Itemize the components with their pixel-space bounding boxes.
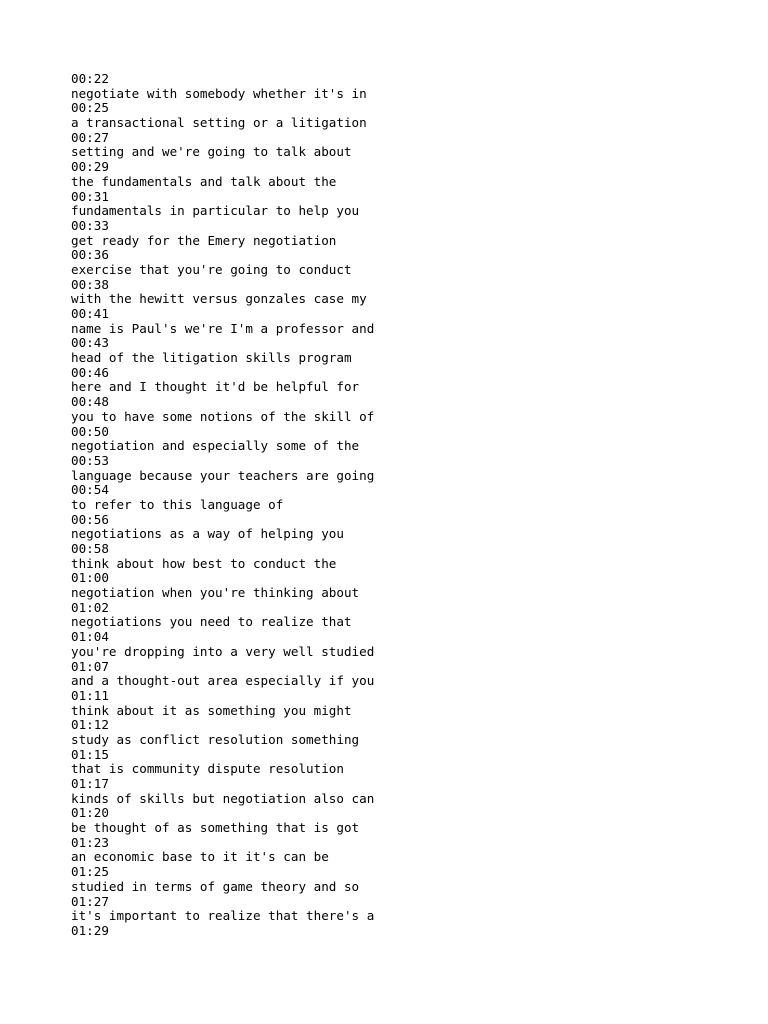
caption-line: name is Paul's we're I'm a professor and	[71, 320, 375, 336]
caption-line: kinds of skills but negotiation also can	[71, 790, 375, 806]
caption-line: that is community dispute resolution	[71, 761, 344, 777]
timestamp: 00:31	[71, 188, 109, 204]
caption-line: language because your teachers are going	[71, 467, 375, 483]
timestamp: 00:48	[71, 394, 109, 410]
timestamp: 01:29	[71, 922, 109, 938]
caption-line: to refer to this language of	[71, 496, 284, 512]
timestamp: 00:53	[71, 452, 109, 468]
caption-line: be thought of as something that is got	[71, 820, 360, 836]
caption-line: think about how best to conduct the	[71, 555, 337, 571]
caption-line: fundamentals in particular to help you	[71, 203, 360, 219]
timestamp: 00:58	[71, 541, 109, 556]
caption-line: study as conflict resolution something	[71, 731, 360, 747]
caption-line: exercise that you're going to conduct	[71, 261, 352, 277]
caption-line: negotiation when you're thinking about	[71, 585, 360, 601]
caption-line: negotiations you need to realize that	[71, 614, 352, 630]
timestamp: 00:36	[71, 247, 109, 263]
timestamp: 01:04	[71, 629, 109, 645]
timestamp: 01:07	[71, 658, 109, 674]
caption-line: and a thought-out area especially if you	[71, 673, 375, 689]
timestamp: 01:27	[71, 893, 109, 909]
caption-line: an economic base to it it's can be	[71, 849, 329, 865]
timestamp: 00:33	[71, 217, 109, 233]
caption-line: you to have some notions of the skill of	[71, 408, 375, 424]
timestamp: 00:38	[71, 276, 109, 292]
caption-line: you're dropping into a very well studied	[71, 643, 375, 659]
caption-line: setting and we're going to talk about	[71, 144, 352, 160]
caption-line: negotiate with somebody whether it's in	[71, 85, 367, 101]
timestamp: 00:46	[71, 364, 109, 380]
timestamp: 00:50	[71, 423, 109, 439]
caption-line: negotiations as a way of helping you	[71, 526, 344, 542]
caption-line: head of the litigation skills program	[71, 350, 352, 366]
timestamp: 01:23	[71, 834, 109, 850]
timestamp: 00:54	[71, 482, 109, 498]
timestamp: 00:56	[71, 511, 109, 527]
timestamp: 01:17	[71, 776, 109, 791]
caption-line: with the hewitt versus gonzales case my	[71, 291, 367, 307]
timestamp: 00:27	[71, 129, 109, 145]
timestamp: 00:25	[71, 100, 109, 116]
transcript-text	[71, 72, 731, 939]
caption-line: negotiation and especially some of the	[71, 438, 360, 454]
caption-line: think about it as something you might	[71, 702, 352, 718]
timestamp: 01:25	[71, 864, 109, 880]
timestamp: 00:29	[71, 159, 109, 175]
caption-line: the fundamentals and talk about the	[71, 173, 337, 189]
timestamp: 01:11	[71, 687, 109, 703]
caption-line: a transactional setting or a litigation	[71, 115, 367, 131]
timestamp: 00:43	[71, 335, 109, 351]
caption-line: studied in terms of game theory and so	[71, 878, 360, 894]
timestamp: 01:02	[71, 599, 109, 615]
timestamp: 01:20	[71, 805, 109, 821]
caption-line: get ready for the Emery negotiation	[71, 232, 337, 248]
timestamp: 01:12	[71, 717, 109, 733]
timestamp: 00:22	[71, 71, 109, 86]
timestamp: 01:00	[71, 570, 109, 586]
caption-line: it's important to realize that there's a	[71, 908, 375, 924]
timestamp: 01:15	[71, 746, 109, 762]
caption-line: here and I thought it'd be helpful for	[71, 379, 360, 395]
timestamp: 00:41	[71, 306, 109, 321]
